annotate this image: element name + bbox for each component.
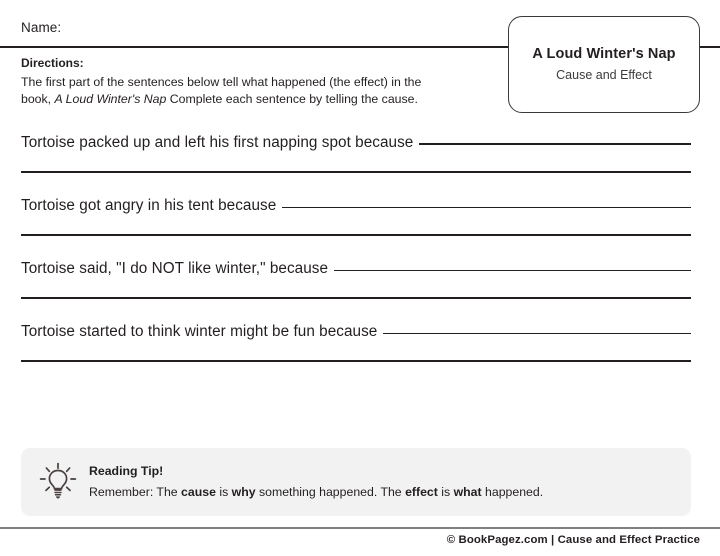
reading-tip-box	[21, 448, 691, 516]
directions-block	[21, 56, 491, 109]
prompt-line-first	[21, 197, 691, 215]
name-label: Name:	[21, 20, 62, 35]
name-rule-right	[700, 46, 720, 48]
tip-bold-effect: effect	[405, 484, 438, 499]
prompt-line-first	[21, 323, 691, 341]
tip-text-3: something happened. The	[255, 484, 406, 499]
tip-text-1: Remember: The	[89, 484, 182, 499]
prompt-item	[21, 134, 691, 173]
tip-text-5: happened.	[481, 484, 544, 499]
answer-blank-line[interactable]	[21, 234, 691, 236]
directions-line-2-after: Complete each sentence by telling the cause.	[169, 92, 418, 107]
prompt-list	[21, 134, 691, 386]
tip-bold-cause: cause	[181, 484, 216, 499]
reading-tip-heading: Reading Tip!	[89, 463, 164, 478]
answer-blank-line[interactable]	[334, 270, 691, 272]
prompt-text: Tortoise got angry in his tent because	[21, 197, 277, 215]
directions-line-1: The first part of the sentences below tell what happened (the effect) in the	[21, 75, 422, 89]
prompt-item	[21, 323, 691, 362]
tip-text-4: is	[437, 484, 454, 499]
answer-blank-line[interactable]	[419, 143, 691, 145]
footer-credit: © BookPagez.com | Cause and Effect Practice	[446, 534, 700, 546]
prompt-item	[21, 197, 691, 236]
prompt-text: Tortoise said, "I do NOT like winter," because	[21, 260, 329, 278]
prompt-item	[21, 260, 691, 299]
prompt-text: Tortoise started to think winter might be fun because	[21, 323, 378, 341]
answer-blank-line[interactable]	[21, 297, 691, 299]
prompt-line-first	[21, 260, 691, 278]
directions-line-2-before: book,	[21, 92, 52, 107]
answer-blank-line[interactable]	[383, 333, 691, 335]
answer-blank-line[interactable]	[21, 171, 691, 173]
answer-blank-line[interactable]	[21, 360, 691, 362]
prompt-text: Tortoise packed up and left his first napping spot because	[21, 134, 414, 151]
lightbulb-icon	[21, 461, 89, 503]
prompt-line-first	[21, 134, 691, 152]
book-title: A Loud Winter's Nap	[532, 46, 676, 63]
title-box	[508, 16, 700, 113]
tip-text-2: is	[215, 484, 232, 499]
skill-label: Cause and Effect	[556, 67, 652, 82]
reading-tip-body	[89, 485, 677, 501]
footer-divider	[0, 527, 720, 529]
answer-blank-line[interactable]	[282, 207, 691, 209]
tip-bold-what: what	[453, 484, 482, 499]
tip-bold-why: why	[231, 484, 256, 499]
reading-tip-content	[89, 464, 691, 501]
directions-book-title: A Loud Winter's Nap	[54, 92, 167, 107]
directions-heading: Directions:	[21, 56, 84, 70]
directions-body	[21, 74, 491, 109]
name-rule-left	[0, 46, 508, 48]
